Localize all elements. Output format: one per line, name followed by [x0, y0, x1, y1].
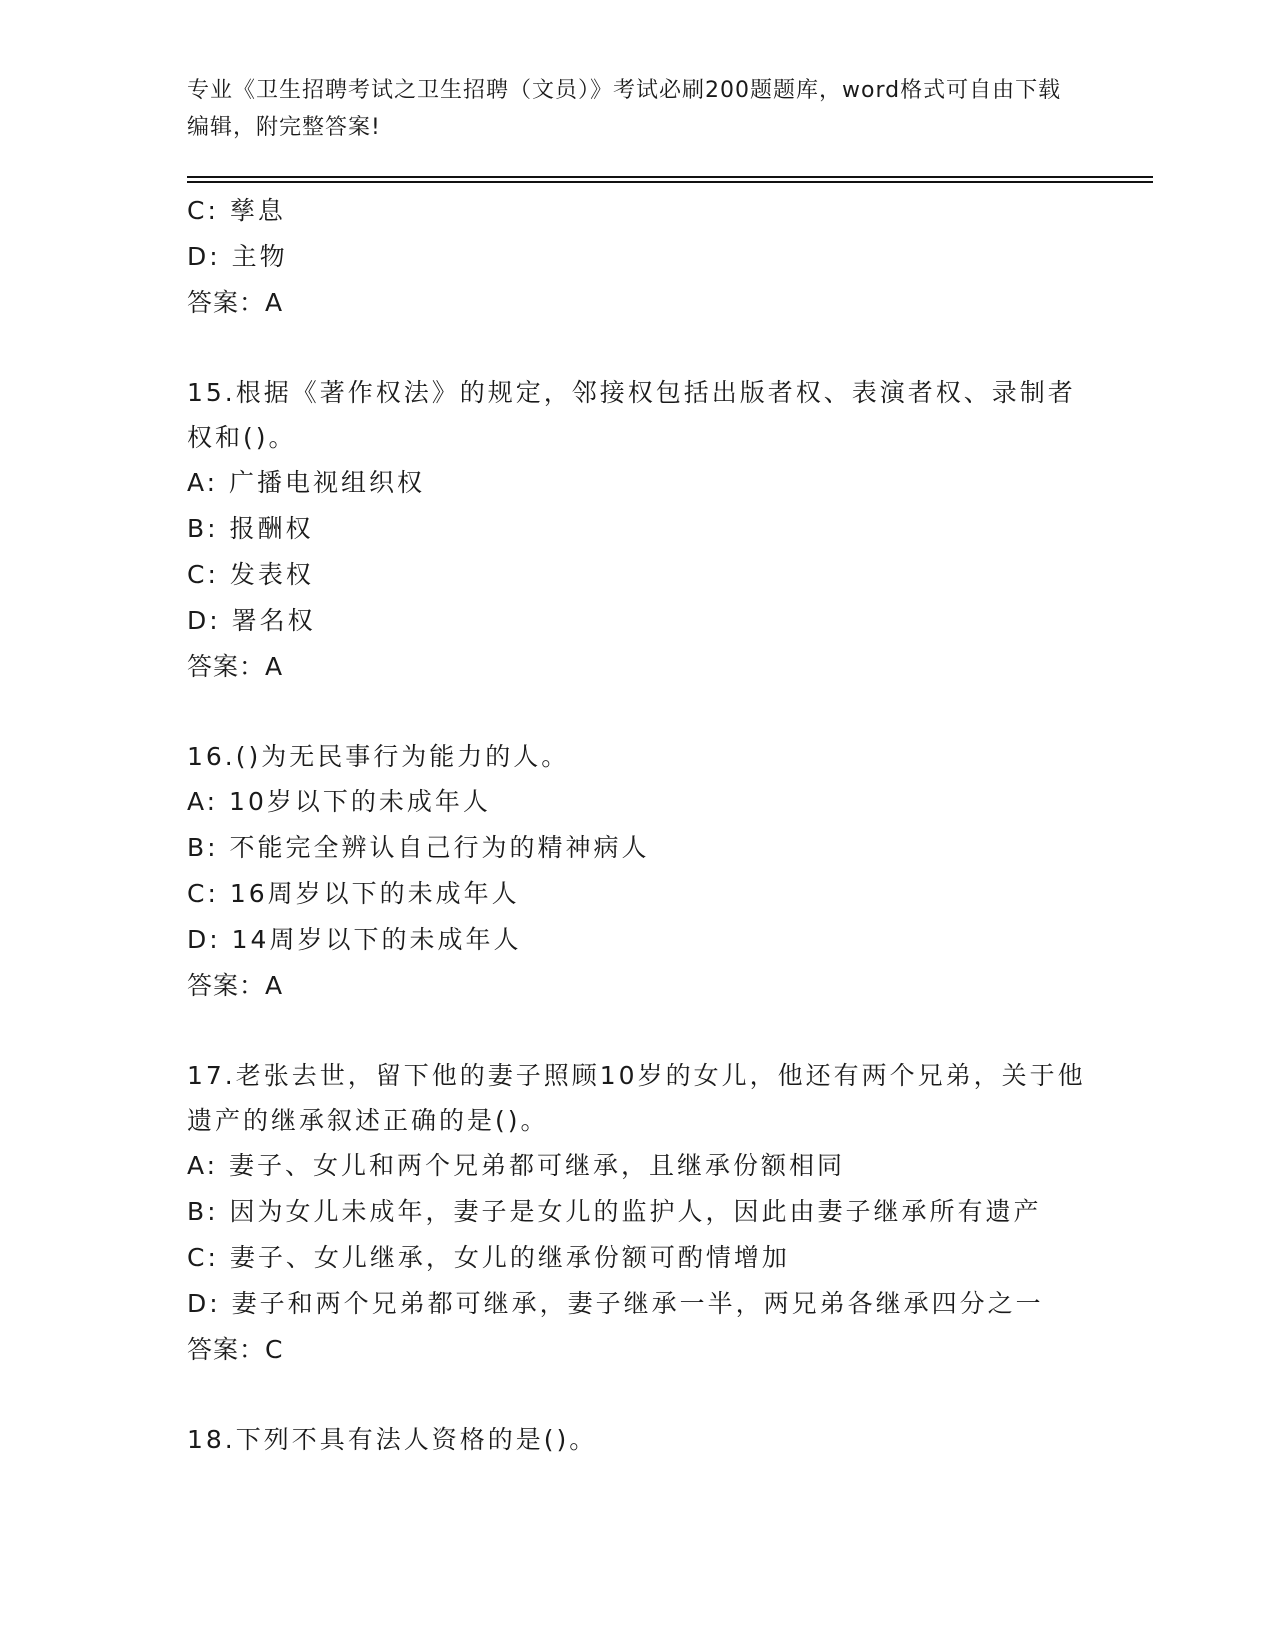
- question-stem: 18.下列不具有法人资格的是()。: [187, 1425, 598, 1454]
- option-c: C: 妻子、女儿继承，女儿的继承份额可酌情增加: [187, 1243, 790, 1272]
- question-stem: 17.老张去世，留下他的妻子照顾10岁的女儿，他还有两个兄弟，关于他遗产的继承叙述正确的是()。: [187, 1061, 1086, 1135]
- option-c: C: 16周岁以下的未成年人: [187, 879, 520, 908]
- option-d: D: 署名权: [187, 606, 316, 635]
- option-c: C: 孳息: [187, 196, 286, 225]
- question-content: [187, 188, 1153, 1462]
- option-b: B: 报酬权: [187, 514, 314, 543]
- header-rule-top: [187, 176, 1153, 178]
- question-stem: 15.根据《著作权法》的规定，邻接权包括出版者权、表演者权、录制者权和()。: [187, 378, 1076, 452]
- option-c: C: 发表权: [187, 560, 314, 589]
- header-rule-bottom: [187, 181, 1153, 183]
- answer-line: 答案：C: [187, 1335, 284, 1364]
- option-b: B: 因为女儿未成年，妻子是女儿的监护人，因此由妻子继承所有遗产: [187, 1197, 1042, 1226]
- option-d: D: 14周岁以下的未成年人: [187, 925, 522, 954]
- question-stem: 16.()为无民事行为能力的人。: [187, 742, 570, 771]
- option-d: D: 妻子和两个兄弟都可继承，妻子继承一半，两兄弟各继承四分之一: [187, 1289, 1044, 1318]
- answer-line: 答案：A: [187, 971, 284, 1000]
- option-a: A: 广播电视组织权: [187, 468, 426, 497]
- option-d: D: 主物: [187, 242, 288, 271]
- document-header: 专业《卫生招聘考试之卫生招聘（文员）》考试必刷200题题库，word格式可自由下载编辑，附完整答案!: [187, 78, 1062, 140]
- answer-line: 答案：A: [187, 652, 284, 681]
- option-a: A: 妻子、女儿和两个兄弟都可继承，且继承份额相同: [187, 1151, 846, 1180]
- answer-line: 答案：A: [187, 288, 284, 317]
- option-b: B: 不能完全辨认自己行为的精神病人: [187, 833, 650, 862]
- option-a: A: 10岁以下的未成年人: [187, 787, 491, 816]
